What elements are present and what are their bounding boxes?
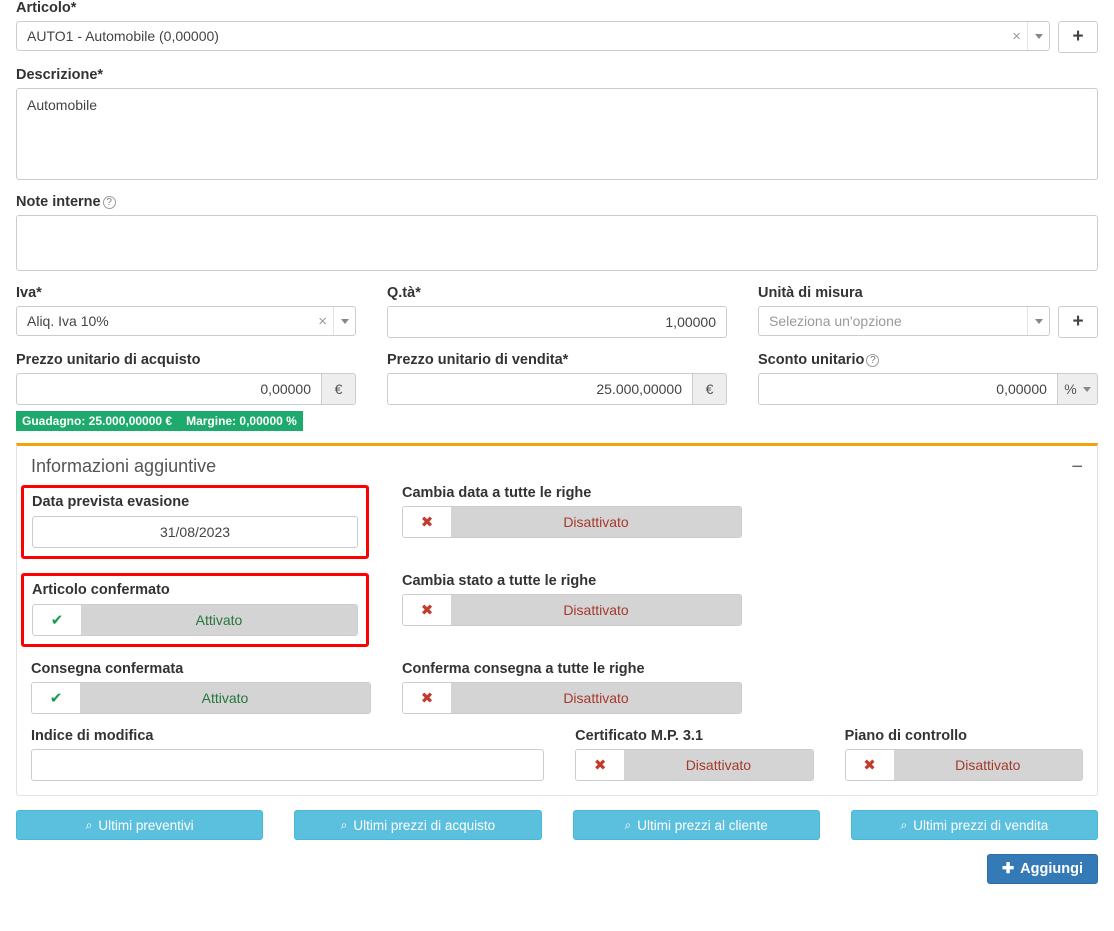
confirm-delivery-all-label: Conferma consegna a tutte le righe — [402, 661, 645, 677]
revision-index-input[interactable] — [31, 749, 544, 781]
discount-label — [758, 352, 1098, 368]
add-unit-button[interactable] — [1058, 306, 1098, 338]
last-sale-prices-label: Ultimi prezzi di vendita — [913, 817, 1049, 833]
certificate-mp-label: Certificato M.P. 3.1 — [575, 728, 704, 744]
add-button[interactable] — [987, 854, 1098, 884]
internal-notes-label — [16, 194, 1098, 210]
confirm-delivery-all-toggle[interactable] — [402, 682, 742, 714]
delivery-confirmed-toggle[interactable] — [31, 682, 371, 714]
expected-date-input[interactable] — [32, 516, 358, 548]
change-date-all-toggle[interactable] — [402, 506, 742, 538]
check-icon: ✔ — [32, 683, 80, 713]
plus-icon: ✚ — [1002, 861, 1015, 877]
article-select[interactable] — [16, 21, 1050, 51]
control-plan-toggle[interactable] — [845, 749, 1083, 781]
vat-select[interactable] — [16, 306, 356, 336]
control-plan-state: Disattivato — [894, 750, 1082, 780]
search-icon: ⌕ — [340, 817, 348, 832]
unit-select[interactable] — [758, 306, 1050, 336]
help-icon[interactable]: ? — [866, 354, 879, 367]
last-sale-prices-button[interactable] — [851, 810, 1098, 840]
purchase-price-group — [16, 373, 356, 405]
vat-value: Aliq. Iva 10% — [27, 313, 109, 329]
panel-header — [17, 446, 1097, 485]
cross-icon: ✖ — [403, 507, 451, 537]
currency-addon: € — [693, 373, 727, 405]
change-state-all-state: Disattivato — [451, 595, 741, 625]
cross-icon: ✖ — [403, 683, 451, 713]
article-confirmed-toggle[interactable] — [32, 604, 358, 636]
change-date-all-label: Cambia data a tutte le righe — [402, 485, 592, 501]
last-quotes-button[interactable] — [16, 810, 263, 840]
search-icon: ⌕ — [85, 817, 93, 832]
discount-label-text: Sconto unitario — [758, 352, 865, 368]
last-customer-prices-label: Ultimi prezzi al cliente — [637, 817, 768, 833]
chevron-down-icon[interactable] — [333, 307, 355, 335]
certificate-mp-toggle[interactable] — [575, 749, 813, 781]
plus-icon: + — [1072, 311, 1084, 332]
margin-value: Margine: 0,00000 % — [186, 414, 297, 428]
unit-label: Unità di misura — [758, 285, 863, 301]
panel-body — [17, 485, 1097, 795]
article-confirmed-label: Articolo confermato — [32, 582, 170, 598]
confirm-delivery-all-state: Disattivato — [451, 683, 741, 713]
article-confirmed-highlight — [21, 573, 369, 647]
add-button-label: Aggiungi — [1020, 861, 1083, 877]
delivery-confirmed-label: Consegna confermata — [31, 661, 184, 677]
article-label: Articolo* — [16, 0, 77, 16]
last-purchase-prices-button[interactable] — [294, 810, 541, 840]
vat-label: Iva* — [16, 285, 42, 301]
form-actions — [16, 854, 1098, 884]
revision-index-label: Indice di modifica — [31, 728, 154, 744]
last-purchase-prices-label: Ultimi prezzi di acquisto — [353, 817, 496, 833]
cross-icon: ✖ — [403, 595, 451, 625]
last-customer-prices-button[interactable] — [573, 810, 820, 840]
panel-title: Informazioni aggiuntive — [31, 456, 217, 476]
description-label: Descrizione* — [16, 67, 104, 83]
gain-bar — [16, 411, 303, 431]
quantity-input[interactable] — [387, 306, 727, 338]
article-value: AUTO1 - Automobile (0,00000) — [27, 28, 219, 44]
description-input[interactable] — [16, 88, 1098, 180]
chevron-down-icon[interactable] — [1027, 22, 1049, 50]
sale-price-label: Prezzo unitario di vendita* — [387, 352, 569, 368]
quick-lookup-buttons — [16, 810, 1098, 840]
search-icon: ⌕ — [900, 817, 908, 832]
discount-group — [758, 373, 1098, 405]
article-clear-icon[interactable]: × — [1012, 27, 1021, 45]
internal-notes-label-text: Note interne — [16, 194, 101, 210]
gain-value: Guadagno: 25.000,00000 € — [22, 414, 173, 428]
certificate-mp-state: Disattivato — [624, 750, 812, 780]
purchase-price-input[interactable] — [16, 373, 322, 405]
sale-price-input[interactable] — [387, 373, 693, 405]
chevron-down-icon[interactable] — [1027, 307, 1049, 335]
collapse-icon[interactable]: − — [1071, 455, 1083, 478]
cross-icon: ✖ — [846, 750, 894, 780]
sale-price-group — [387, 373, 727, 405]
currency-addon: € — [322, 373, 356, 405]
discount-unit-value: % — [1064, 381, 1077, 397]
internal-notes-input[interactable] — [16, 215, 1098, 271]
delivery-confirmed-state: Attivato — [80, 683, 370, 713]
purchase-price-label: Prezzo unitario di acquisto — [16, 352, 201, 368]
control-plan-label: Piano di controllo — [844, 728, 968, 744]
vat-clear-icon[interactable]: × — [318, 312, 327, 330]
cross-icon: ✖ — [576, 750, 624, 780]
article-confirmed-state: Attivato — [81, 605, 357, 635]
change-state-all-label: Cambia stato a tutte le righe — [402, 573, 597, 589]
discount-input[interactable] — [758, 373, 1058, 405]
discount-unit-select[interactable] — [1058, 373, 1098, 405]
plus-icon: + — [1072, 26, 1084, 47]
change-state-all-toggle[interactable] — [402, 594, 742, 626]
search-icon: ⌕ — [624, 817, 632, 832]
unit-placeholder: Seleziona un'opzione — [769, 313, 902, 329]
change-date-all-state: Disattivato — [451, 507, 741, 537]
quantity-label: Q.tà* — [387, 285, 421, 301]
expected-date-highlight — [21, 485, 369, 559]
check-icon: ✔ — [33, 605, 81, 635]
last-quotes-label: Ultimi preventivi — [98, 817, 194, 833]
help-icon[interactable]: ? — [103, 196, 116, 209]
expected-date-label: Data prevista evasione — [32, 494, 190, 510]
additional-info-panel — [16, 443, 1098, 796]
add-article-button[interactable] — [1058, 21, 1098, 53]
